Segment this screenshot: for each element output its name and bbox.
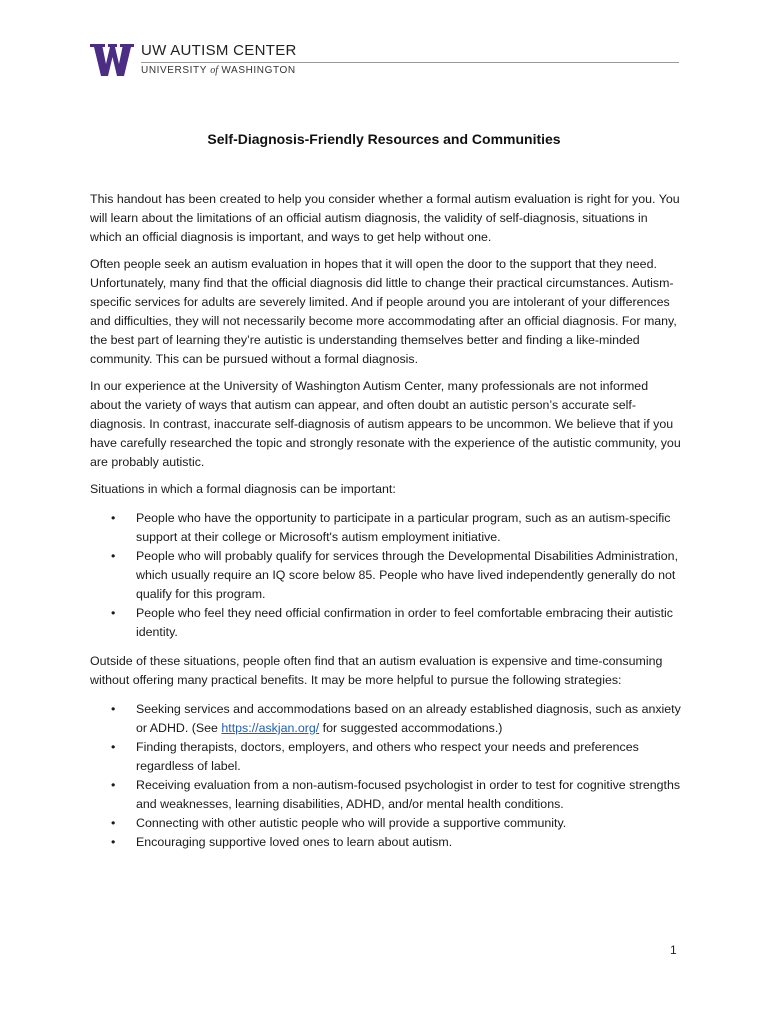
list-item: • People who will probably qualify for services through the Developmental Disabilities Administration, which usually require an IQ score below 85. People who have lived independently generally do not qualify for this program.: [136, 547, 682, 604]
page-number: 1: [670, 943, 677, 957]
letterhead: [90, 42, 680, 82]
list-item: • Seeking services and accommodations based on an already established diagnosis, such as anxiety or ADHD. (See https://askjan.org/ for suggested accommodations.): [136, 700, 682, 738]
document-body: [90, 190, 682, 862]
list-item: • People who feel they need official confirmation in order to feel comfortable embracing their autistic identity.: [136, 604, 682, 642]
evaluation-paragraph: Often people seek an autism evaluation in hopes that it will open the door to the support that they need. Unfortunately, many find that the official diagnosis did little to change their practical circumstances. Autism-specific services for adults are severely limited. And if people around you are intolerant of your differences and difficulties, they will not necessarily become more accommodating after an official diagnosis. For many, the best part of learning they’re autistic is understanding themselves better and finding a like-minded community. This can be pursued without a formal diagnosis.: [90, 257, 677, 366]
situations-heading: Situations in which a formal diagnosis can be important:: [90, 482, 396, 496]
intro-paragraph: This handout has been created to help you consider whether a formal autism evaluation is right for you. You will learn about the limitations of an official autism diagnosis, the validity of self-diagnosis, situations in which an official diagnosis is important, and ways to get help without one.: [90, 192, 680, 244]
uw-logo-icon: [90, 44, 134, 76]
list-item: • Connecting with other autistic people who will provide a supportive community.: [136, 814, 682, 833]
university-name: UNIVERSITY of WASHINGTON: [141, 65, 296, 76]
askjan-link[interactable]: https://askjan.org/: [221, 721, 320, 735]
list-item: • Finding therapists, doctors, employers, and others who respect your needs and preferences regardless of label.: [136, 738, 682, 776]
list-item: • Receiving evaluation from a non-autism-focused psychologist in order to test for cognitive strengths and weaknesses, learning disabilities, ADHD, and/or mental health conditions.: [136, 776, 682, 814]
experience-paragraph: In our experience at the University of Washington Autism Center, many professionals are not informed about the variety of ways that autism can appear, and often doubt an autistic person’s accurate self-diagnosis. In contrast, inaccurate self-diagnosis of autism appears to be uncommon. We believe that if you have carefully researched the topic and strongly resonate with the experience of the autistic community, you are probably autistic.: [90, 379, 681, 469]
list-item: • Encouraging supportive loved ones to learn about autism.: [136, 833, 682, 852]
document-title: Self-Diagnosis-Friendly Resources and Communities: [207, 131, 561, 147]
header-divider: [141, 62, 679, 63]
situations-list: [90, 509, 682, 642]
strategies-list: [90, 700, 682, 852]
list-item: • People who have the opportunity to participate in a particular program, such as an autism-specific support at their college or Microsoft's autism employment initiative.: [136, 509, 682, 547]
outside-paragraph: Outside of these situations, people often find that an autism evaluation is expensive and time-consuming without offering many practical benefits. It may be more helpful to pursue the following strategies:: [90, 654, 663, 687]
org-name: UW AUTISM CENTER: [141, 42, 297, 59]
